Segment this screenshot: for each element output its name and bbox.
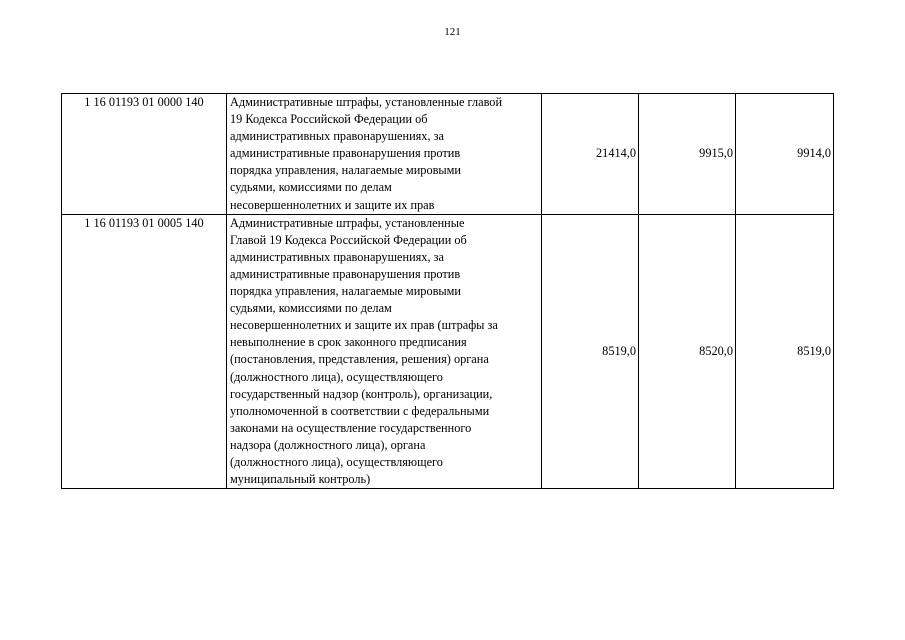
- description-line: государственный надзор (контроль), организации,: [230, 386, 493, 401]
- description-line: порядка управления, налагаемые мировыми: [230, 163, 462, 178]
- description-line: Административные штрафы, установленные: [230, 215, 465, 230]
- description-cell: [227, 214, 542, 489]
- description-line: несовершеннолетних и защите их прав (штрафы за: [230, 318, 498, 333]
- description-cell: [227, 94, 542, 215]
- description-line: невыполнение в срок законного предписания: [230, 335, 467, 350]
- description-line: судьями, комиссиями по делам: [230, 301, 392, 316]
- value-cell: 8520,0: [639, 214, 736, 489]
- description-line: муниципальный контроль): [230, 472, 371, 487]
- value-cell: 8519,0: [542, 214, 639, 489]
- budget-code-cell: 1 16 01193 01 0005 140: [62, 214, 227, 489]
- description-line: уполномоченной в соответствии с федеральными: [230, 403, 490, 418]
- description-line: 19 Кодекса Российской Федерации об: [230, 112, 428, 127]
- value-cell: 8519,0: [736, 214, 834, 489]
- page-number: 121: [444, 26, 461, 38]
- table-row: [62, 214, 834, 489]
- description-line: Главой 19 Кодекса Российской Федерации об: [230, 232, 467, 247]
- description-line: Административные штрафы, установленные главой: [230, 95, 503, 109]
- value-cell: 9914,0: [736, 94, 834, 215]
- description-line: надзора (должностного лица), органа: [230, 437, 426, 452]
- description-line: административные правонарушения против: [230, 146, 461, 161]
- value-cell: 9915,0: [639, 94, 736, 215]
- value-cell: 21414,0: [542, 94, 639, 215]
- table-row: [62, 94, 834, 215]
- description-line: административных правонарушениях, за: [230, 129, 444, 144]
- description-line: законами на осуществление государственного: [230, 420, 472, 435]
- description-line: (постановления, представления, решения) органа: [230, 352, 489, 367]
- description-line: (должностного лица), осуществляющего: [230, 369, 443, 384]
- description-line: (должностного лица), осуществляющего: [230, 454, 443, 469]
- description-line: административные правонарушения против: [230, 266, 461, 281]
- description-line: административных правонарушениях, за: [230, 249, 444, 264]
- description-line: судьями, комиссиями по делам: [230, 180, 392, 195]
- budget-code-cell: 1 16 01193 01 0000 140: [62, 94, 227, 215]
- budget-table: [61, 93, 834, 489]
- description-line: порядка управления, налагаемые мировыми: [230, 284, 462, 299]
- description-line: несовершеннолетних и защите их прав: [230, 197, 435, 212]
